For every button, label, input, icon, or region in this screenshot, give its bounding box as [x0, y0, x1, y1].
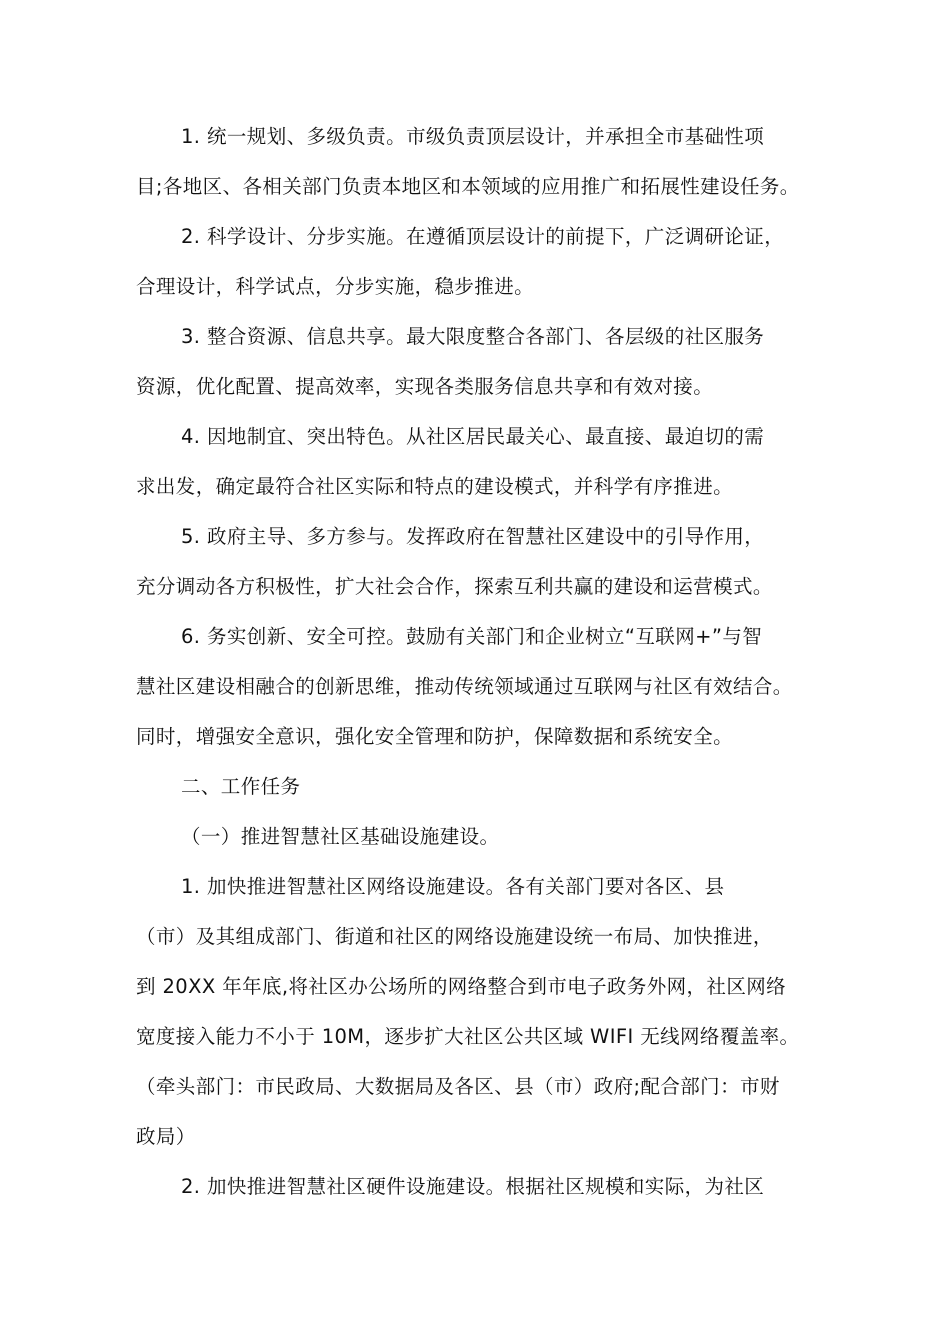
- paragraph-line: 慧社区建设相融合的创新思维，推动传统领域通过互联网与社区有效结合。: [136, 675, 793, 698]
- paragraph-line: 1. 统一规划、多级负责。市级负责顶层设计，并承担全市基础性项: [181, 125, 765, 148]
- paragraph-line: 3. 整合资源、信息共享。最大限度整合各部门、各层级的社区服务: [181, 325, 765, 348]
- paragraph-line: 2. 科学设计、分步实施。在遵循顶层设计的前提下，广泛调研论证，: [181, 225, 785, 248]
- paragraph-line: 合理设计，科学试点，分步实施，稳步推进。: [136, 275, 535, 298]
- paragraph-line: 5. 政府主导、多方参与。发挥政府在智慧社区建设中的引导作用，: [181, 525, 765, 548]
- paragraph-line: 6. 务实创新、安全可控。鼓励有关部门和企业树立“互联网+”与智: [181, 625, 763, 648]
- paragraph-line: 宽度接入能力不小于 10M，逐步扩大社区公共区域 WIFI 无线网络覆盖率。: [136, 1025, 800, 1048]
- paragraph-line: 充分调动各方积极性，扩大社会合作，探索互利共赢的建设和运营模式。: [136, 575, 773, 598]
- paragraph-line: 2. 加快推进智慧社区硬件设施建设。根据社区规模和实际，为社区: [181, 1175, 765, 1198]
- paragraph-line: （牵头部门：市民政局、大数据局及各区、县（市）政府;配合部门：市财: [136, 1075, 780, 1098]
- paragraph-line: 求出发，确定最符合社区实际和特点的建设模式，并科学有序推进。: [136, 475, 734, 498]
- subsection-heading: （一）推进智慧社区基础设施建设。: [181, 825, 500, 848]
- paragraph-line: 同时，增强安全意识，强化安全管理和防护，保障数据和系统安全。: [136, 725, 734, 748]
- paragraph-line: 4. 因地制宜、突出特色。从社区居民最关心、最直接、最迫切的需: [181, 425, 765, 448]
- paragraph-line: 目;各地区、各相关部门负责本地区和本领域的应用推广和拓展性建设任务。: [136, 175, 800, 198]
- paragraph-line: 资源，优化配置、提高效率，实现各类服务信息共享和有效对接。: [136, 375, 714, 398]
- paragraph-line: （市）及其组成部门、街道和社区的网络设施建设统一布局、加快推进，: [136, 925, 773, 948]
- section-heading: 二、工作任务: [181, 775, 301, 798]
- paragraph-line: 到 20XX 年年底,将社区办公场所的网络整合到市电子政务外网，社区网络: [136, 975, 787, 998]
- paragraph-line: 政局）: [136, 1125, 196, 1148]
- paragraph-line: 1. 加快推进智慧社区网络设施建设。各有关部门要对各区、县: [181, 875, 725, 898]
